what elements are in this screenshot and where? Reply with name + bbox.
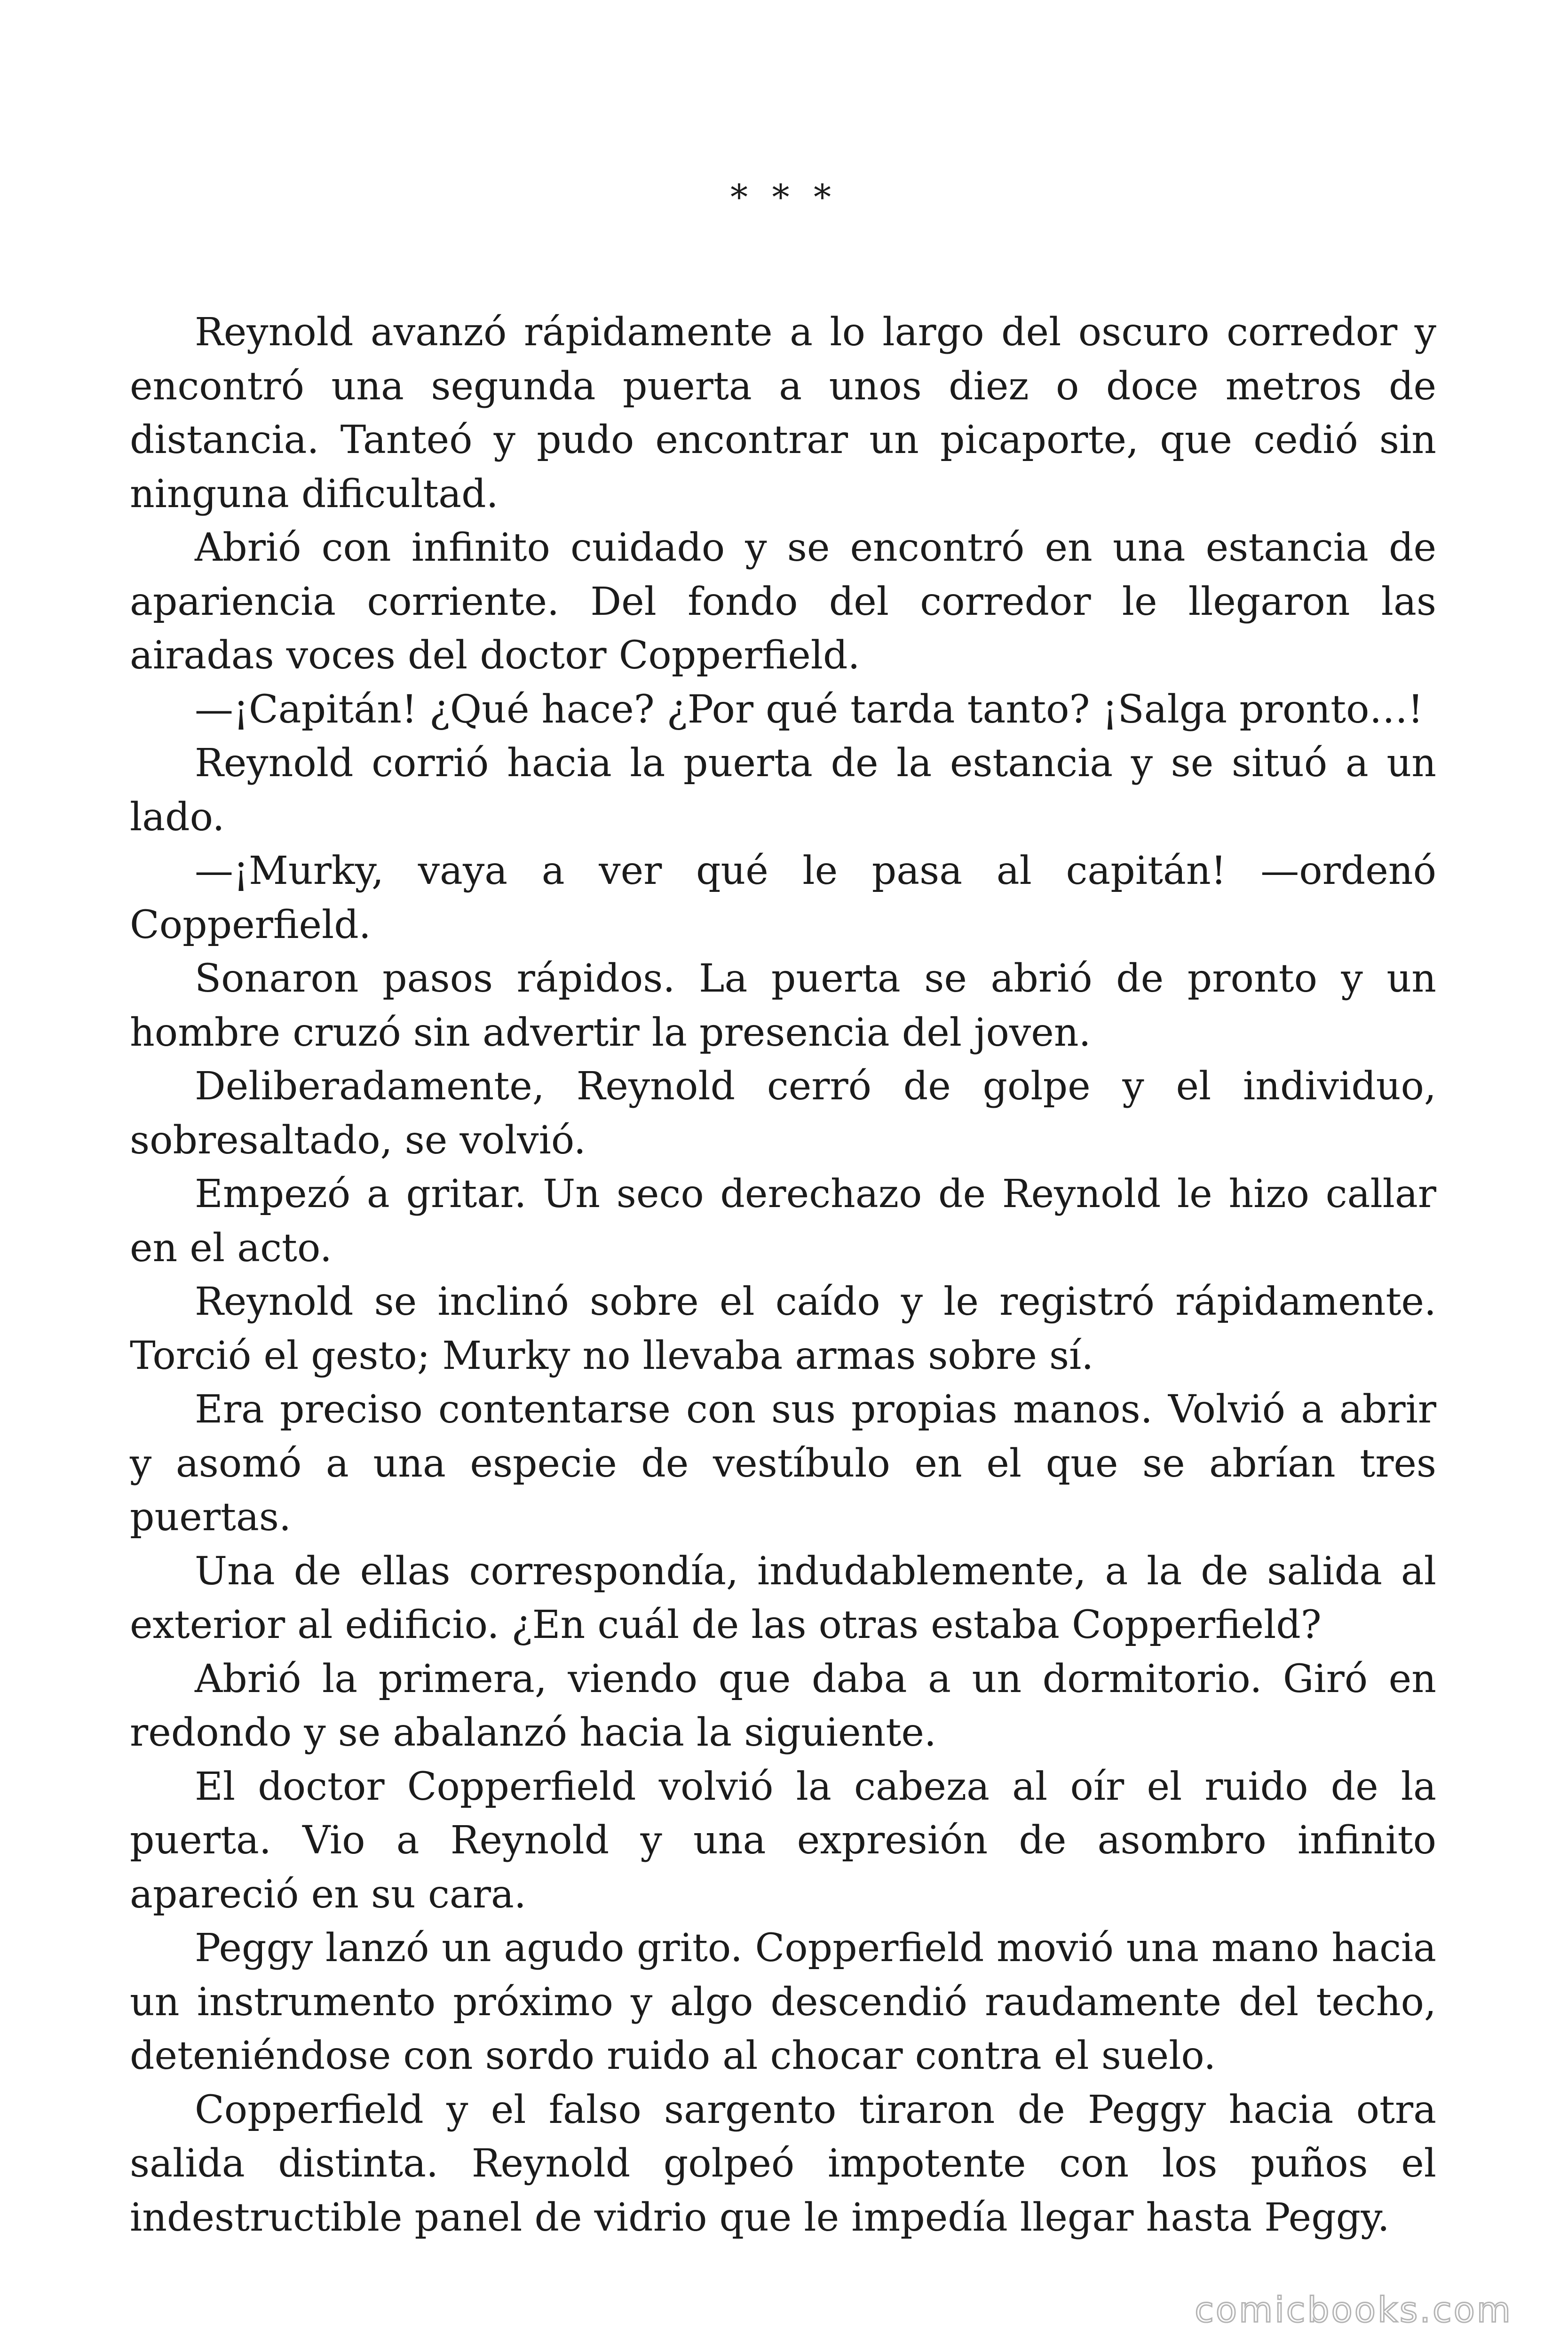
paragraph: Reynold avanzó rápidamente a lo largo del oscuro corredor y encontró una segunda puerta a unos diez o doce metros de distancia. Tanteó y pudo encontrar un picaporte, que cedió sin ninguna dificultad. xyxy=(130,310,1436,516)
paragraph: Una de ellas correspondía, indudablemente, a la de salida al exterior al edificio. ¿En cuál de las otras estaba Copperfield? xyxy=(130,1549,1436,1647)
body-text xyxy=(130,306,1436,2245)
paragraph: Peggy lanzó un agudo grito. Copperfield movió una mano hacia un instrumento próximo y algo descendió raudamente del techo, deteniéndose con sordo ruido al chocar contra el suelo. xyxy=(130,1926,1436,2078)
section-separator: * * * xyxy=(730,177,838,218)
paragraph: Deliberadamente, Reynold cerró de golpe y el individuo, sobresaltado, se volvió. xyxy=(130,1064,1436,1163)
paragraph: —¡Murky, vaya a ver qué le pasa al capitán! —ordenó Copperfield. xyxy=(130,849,1436,947)
paragraph: Reynold se inclinó sobre el caído y le registró rápidamente. Torció el gesto; Murky no llevaba armas sobre sí. xyxy=(130,1279,1436,1378)
paragraph: El doctor Copperfield volvió la cabeza al oír el ruido de la puerta. Vio a Reynold y una expresión de asombro infinito apareció en su cara. xyxy=(130,1764,1436,1917)
paragraph: Reynold corrió hacia la puerta de la estancia y se situó a un lado. xyxy=(130,741,1436,840)
paragraph: Abrió la primera, viendo que daba a un dormitorio. Giró en redondo y se abalanzó hacia la siguiente. xyxy=(130,1656,1436,1755)
paragraph: Era preciso contentarse con sus propias manos. Volvió a abrir y asomó a una especie de vestíbulo en el que se abrían tres puertas. xyxy=(130,1387,1436,1540)
watermark: comicbooks.com xyxy=(1195,2290,1513,2330)
paragraph: —¡Capitán! ¿Qué hace? ¿Por qué tarda tanto? ¡Salga pronto…! xyxy=(195,687,1424,732)
paragraph: Empezó a gritar. Un seco derechazo de Reynold le hizo callar en el acto. xyxy=(130,1172,1436,1271)
paragraph: Sonaron pasos rápidos. La puerta se abrió de pronto y un hombre cruzó sin advertir la presencia del joven. xyxy=(130,956,1436,1055)
paragraph: Abrió con infinito cuidado y se encontró en una estancia de apariencia corriente. Del fondo del corredor le llegaron las airadas voces del doctor Copperfield. xyxy=(130,525,1436,678)
paragraph: Copperfield y el falso sargento tiraron de Peggy hacia otra salida distinta. Reynold golpeó impotente con los puños el indestructible panel de vidrio que le impedía llegar hasta Peggy. xyxy=(130,2087,1436,2240)
